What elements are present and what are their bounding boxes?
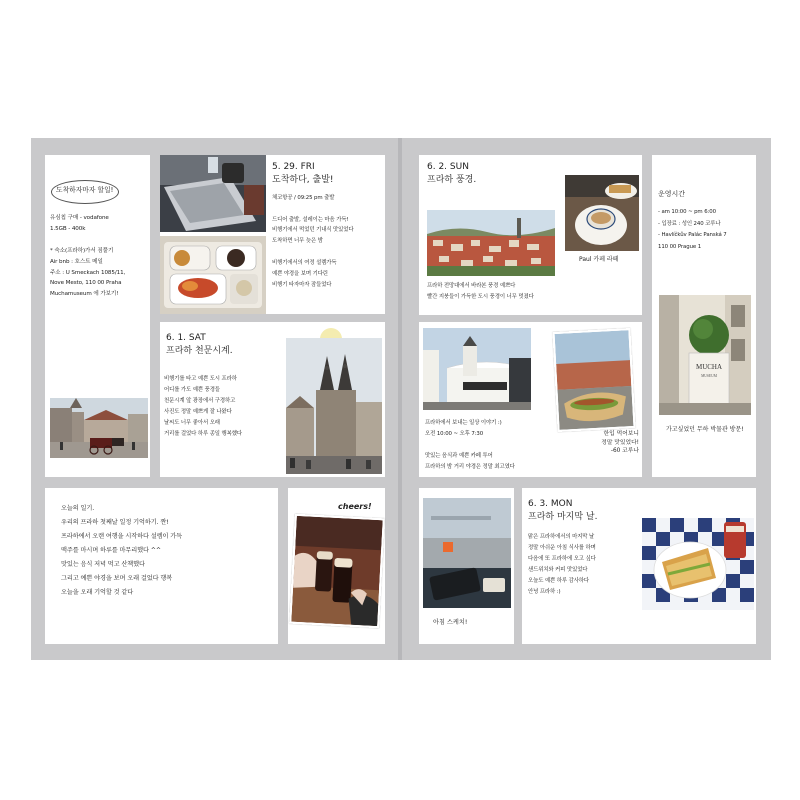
day3-title: 6. 2. SUN 프라하 풍경. (427, 162, 477, 186)
svg-text:MUCHA: MUCHA (695, 363, 723, 371)
sandwich-photo (642, 518, 754, 610)
prague-rooftops-photo (427, 210, 555, 276)
svg-text:MUSEUM: MUSEUM (701, 374, 717, 378)
mucha-caption: 가고싶었던 무하 박물관 방문! (666, 426, 744, 433)
day1-card (160, 155, 385, 314)
day1-title: 5. 29. FRI 도착하다, 출발! (272, 162, 334, 186)
beer-toast-photo (289, 514, 385, 629)
inflight-meal-photo (160, 236, 266, 314)
cafe-caption: Paul 카페 라떼 (579, 256, 619, 263)
old-town-carriage-photo (50, 398, 148, 458)
street-food-photo (552, 328, 635, 432)
day4-card (419, 322, 642, 477)
coffee-caption: 아침 스케치! (433, 619, 468, 626)
day5-title: 6. 3. MON 프라하 마지막 날. (528, 499, 598, 523)
airport-coffee-photo (423, 498, 511, 608)
white-building-photo (423, 328, 531, 410)
day2-title: 6. 1. SAT 프라하 천문시계. (166, 333, 233, 357)
info-title: 운영시간 (658, 190, 686, 198)
diary-note-body: 오늘의 일기. 우리의 프라하 첫째날 일정 기억하기. 짠! 프라하에서 오랜 여행을 시작하다 설렘이 가득 맥주를 마시며 하루를 마무리했다 ^^ 맛있는 음식 저녁 먹고 산책했다 그리고 예쁜 야경을 보며 오래 걸었다 행복 오늘을 오래 기억할 것 같다 (61, 505, 182, 596)
coffee-card (419, 488, 514, 644)
food-caption: 한입 먹어보니 정말 맛있었다! -60 코루나 (601, 431, 639, 455)
diary-note-card (45, 488, 278, 644)
book-gutter (398, 138, 402, 660)
tyn-church-photo (286, 338, 382, 474)
intro-title: 도착하자마자 할일! (56, 186, 114, 194)
mucha-museum-photo (659, 295, 751, 415)
day2-card (160, 322, 385, 477)
info-body: - am 10:00 ~ pm 6:00 - 입장료 : 성인 240 코루나 - Havlíčkův Palác Panská 7 110 00 Prague 1 (658, 209, 727, 250)
laptop-photo (160, 155, 266, 232)
day3-card (419, 155, 642, 315)
day3-body: 프라하 전망대에서 바라본 풍경 예쁘다 빨간 지붕들이 가득한 도시 풍경이 너무 멋졌다 (427, 283, 534, 301)
day4-body: 프라하에서 보내는 일상 이야기 :) 오전 10:00 ~ 오후 7:30 맛있는 음식과 예쁜 카페 투어 프라하의 밤 거리 야경은 정말 최고였다 (425, 420, 515, 471)
day5-card (522, 488, 756, 644)
intro-card (45, 155, 150, 477)
cafe-latte-photo (565, 175, 639, 251)
day2-body: 비행기를 타고 예쁜 도시 프라하 어디를 가도 예쁜 풍경들 천문시계 앞 광장에서 구경하고 사진도 정말 예쁘게 잘 나왔다 날씨도 너무 좋아서 오래 거리를 걸었다 하루 종일 행복했다 (164, 376, 242, 438)
intro-body: 유심칩 구매 - vodafone 1.5GB - 400k * 숙소(프라하)가서 짐풀기 Air bnb : 호스트 메일 주소 : U Smeckach 1085/11, Nove Mesto, 110 00 Praha Muchamuseum 에 가보기! (50, 215, 126, 298)
mucha-info-card (652, 155, 756, 477)
day1-body: 체코항공 / 09:25 pm 출발 드디어 출발, 설레이는 마음 가득! 비행기에서 먹었던 기내식 맛있었다 도착하면 너무 늦은 밤 비행기에서의 여정 설렘가득 예쁜 야경을 보며 기다린 비행기 타자마자 잠들었다 (272, 195, 354, 288)
day5-body: 맑은 프라하에서의 마지막 날 정말 아쉬운 아침 식사를 하며 다음에 또 프라하에 오고 싶다 샌드위치와 커피 맛있었다 오늘도 예쁜 하루 감사하다 안녕 프라하 :) (528, 534, 596, 596)
cheers-card (288, 488, 385, 644)
cheers-label: cheers! (338, 502, 372, 511)
